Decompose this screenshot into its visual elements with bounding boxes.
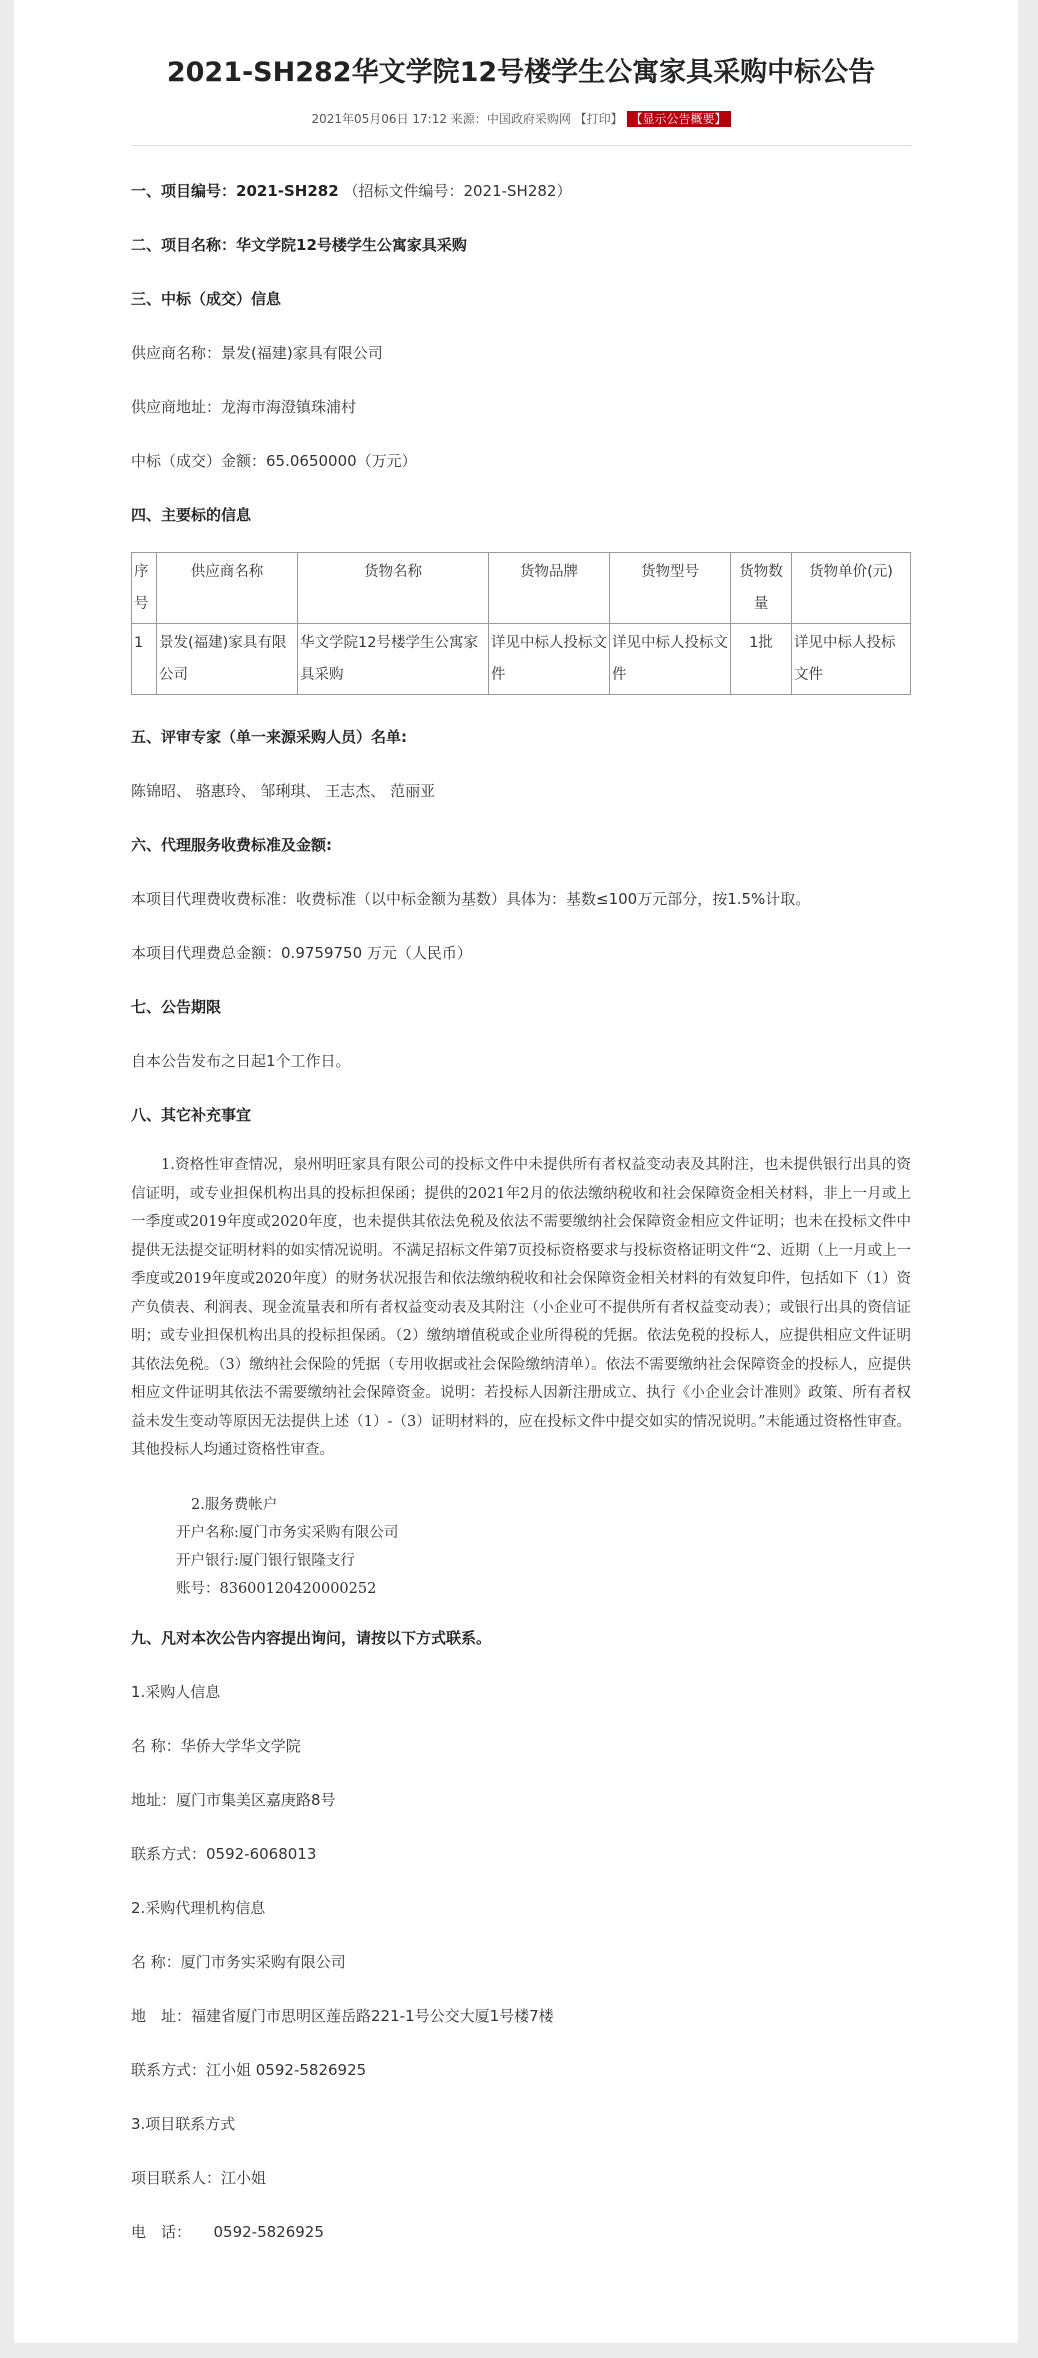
project-contact-person: 项目联系人：江小姐: [131, 2169, 267, 2187]
buyer-info-title: 1.采购人信息: [131, 1683, 221, 1701]
project-name-label: 二、项目名称：: [131, 236, 237, 254]
experts-heading: 五、评审专家（单一来源采购人员）名单:: [131, 728, 408, 746]
source-label: 来源：: [450, 112, 487, 126]
qualification-review-paragraph: 1.资格性审查情况，泉州明旺家具有限公司的投标文件中未提供所有者权益变动表及其附注，也未提供银行出具的资信证明，或专业担保机构出具的投标担保函；提供的2021年2月的依法缴纳税收和社会保障资金相关材料，非上一月或上一季度或2019年度或2020年度，也未提供其依法免税及依法不需要缴纳社会保障资金相应文件证明；也未在投标文件中提供无法提交证明材料的如实情况说明。不满足招标文件第7页投标资格要求与投标资格证明文件“2、近期（上一月或上一季度或2019年度或2020年度）的财务状况报告和依法缴纳税收和社会保障资金相关材料的有效复印件，包括如下（1）资产负债表、利润表、现金流量表和所有者权益变动表及其附注（小企业可不提供所有者权益变动表）；或银行出具的资信证明；或专业担保机构出具的投标担保函。（2）缴纳增值税或企业所得税的凭据。依法免税的投标人，应提供相应文件证明其依法免税。（3）缴纳社会保险的凭据（专用收据或社会保险缴纳清单）。依法不需要缴纳社会保障资金的投标人，应提供相应文件证明其依法不需要缴纳社会保障资金。说明：若投标人因新注册成立、执行《小企业会计准则》政策、所有者权益未发生变动等原因无法提供上述（1）-（3）证明材料的，应在投标文件中提交如实的情况说明。”未能通过资格性审查。其他投标人均通过资格性审查。: [131, 1157, 911, 1458]
account-bank: 开户银行:厦门银行银隆支行: [176, 1553, 355, 1569]
page-title: 2021-SH282华文学院12号楼学生公寓家具采购中标公告: [166, 57, 876, 88]
main-items-heading: 四、主要标的信息: [131, 506, 252, 524]
header-unit-price: 货物单价(元): [792, 553, 911, 624]
account-name: 开户名称:厦门市务实采购有限公司: [176, 1525, 399, 1541]
items-table: [131, 552, 911, 695]
cell-goods-name: 华文学院12号楼学生公寓家具采购: [298, 624, 489, 695]
print-link[interactable]: 【打印】: [574, 112, 623, 126]
source-name: 中国政府采购网: [486, 112, 571, 126]
project-name-value: 华文学院12号楼学生公寓家具采购: [236, 236, 467, 254]
agency-address: 地 址：福建省厦门市思明区莲岳路221-1号公交大厦1号楼7楼: [131, 2007, 554, 2025]
cell-model: 详见中标人投标文件: [610, 624, 731, 695]
buyer-address: 地址：厦门市集美区嘉庚路8号: [131, 1791, 336, 1809]
experts-names: 陈锦昭、 骆惠玲、 邹琍琪、 王志杰、 范丽亚: [131, 782, 436, 800]
cell-index: 1: [132, 624, 157, 695]
agency-fee-heading: 六、代理服务收费标准及金额:: [131, 836, 332, 854]
account-number: 账号：83600120420000252: [176, 1581, 377, 1597]
service-fee-account-title: 2.服务费帐户: [191, 1497, 278, 1513]
header-brand: 货物品牌: [489, 553, 610, 624]
award-amount: 中标（成交）金额：65.0650000（万元）: [131, 452, 417, 470]
agency-contact: 联系方式：江小姐 0592-5826925: [131, 2061, 367, 2079]
notice-period-heading: 七、公告期限: [131, 998, 222, 1016]
project-contact-title: 3.项目联系方式: [131, 2115, 236, 2133]
agency-name: 名 称：厦门市务实采购有限公司: [131, 1953, 346, 1971]
supplier-address: 供应商地址：龙海市海澄镇珠浦村: [131, 398, 357, 416]
table-row: [132, 624, 911, 695]
notice-period-text: 自本公告发布之日起1个工作日。: [131, 1052, 351, 1070]
header-quantity: 货物数量: [731, 553, 792, 624]
meta-line: [131, 110, 911, 127]
cell-supplier: 景发(福建)家具有限公司: [157, 624, 298, 695]
project-contact-phone: 电 话： 0592-5826925: [131, 2223, 324, 2241]
project-number-value: 2021-SH282: [236, 182, 339, 200]
tender-doc-number: （招标文件编号：2021-SH282）: [343, 182, 572, 200]
contact-heading: 九、凡对本次公告内容提出询问，请按以下方式联系。: [131, 1629, 492, 1647]
agency-fee-standard: 本项目代理费收费标准：收费标准（以中标金额为基数）具体为：基数≤100万元部分，按1.5%计取。: [131, 890, 811, 908]
publish-datetime: 2021年05月06日 17:12: [311, 112, 447, 126]
table-header-row: [132, 553, 911, 624]
award-info-heading: 三、中标（成交）信息: [131, 290, 282, 308]
project-name-line: [131, 234, 467, 255]
title-divider: [131, 145, 911, 146]
cell-quantity: 1批: [731, 624, 792, 695]
header-goods-name: 货物名称: [298, 553, 489, 624]
header-index: 序号: [132, 553, 157, 624]
buyer-contact: 联系方式：0592-6068013: [131, 1845, 317, 1863]
agency-info-title: 2.采购代理机构信息: [131, 1899, 266, 1917]
announcement-page: [14, 0, 1018, 2343]
show-summary-button[interactable]: 【显示公告概要】: [627, 111, 731, 127]
agency-fee-total: 本项目代理费总金额：0.9759750 万元（人民币）: [131, 944, 472, 962]
supplier-name: 供应商名称：景发(福建)家具有限公司: [131, 344, 383, 362]
buyer-name: 名 称：华侨大学华文学院: [131, 1737, 301, 1755]
cell-unit-price: 详见中标人投标文件: [792, 624, 911, 695]
project-number-label: 一、项目编号：: [131, 182, 237, 200]
supplementary-heading: 八、其它补充事宜: [131, 1106, 252, 1124]
header-supplier: 供应商名称: [157, 553, 298, 624]
project-number-line: [131, 180, 571, 201]
header-model: 货物型号: [610, 553, 731, 624]
cell-brand: 详见中标人投标文件: [489, 624, 610, 695]
